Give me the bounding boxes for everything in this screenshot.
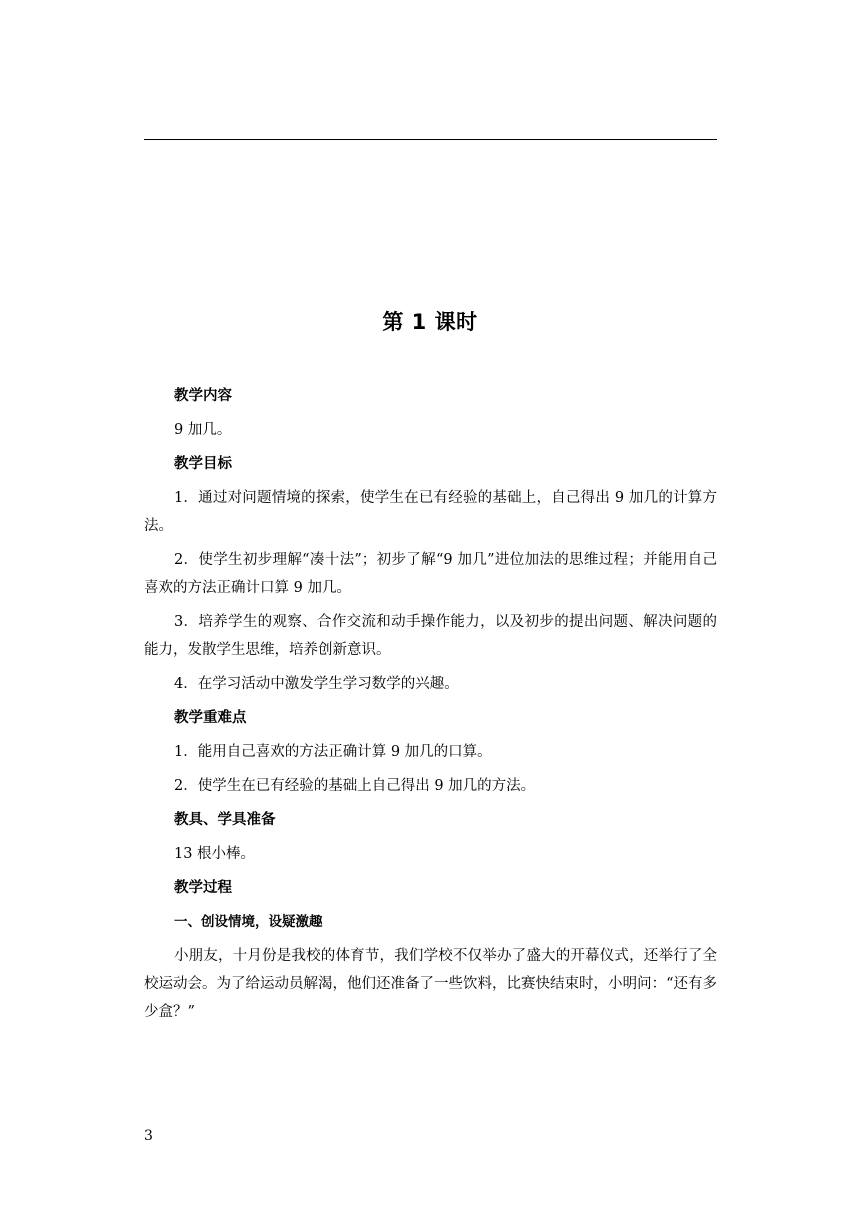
key-point-item: 1．能用自己喜欢的方法正确计算 9 加几的口算。 (174, 744, 492, 760)
objective-item: 3．培养学生的观察、合作交流和动手操作能力，以及初步的提出问题、解决问题的能力，发散学生思维，培养创新意识。 (144, 614, 717, 658)
key-point-item: 2．使学生在已有经验的基础上自己得出 9 加几的方法。 (174, 778, 536, 794)
page-number: 3 (144, 1128, 153, 1144)
objective-item: 4．在学习活动中激发学生学习数学的兴趣。 (174, 676, 459, 692)
objective-item: 2．使学生初步理解“凑十法”；初步了解“9 加几”进位加法的思维过程；并能用自己喜欢的方法正确计口算 9 加几。 (144, 552, 717, 596)
section-heading-materials: 教具、学具准备 (174, 812, 276, 828)
content-text: 9 加几。 (174, 422, 232, 438)
process-paragraph: 小朋友，十月份是我校的体育节，我们学校不仅举办了盛大的开幕仪式，还举行了全校运动会。为了给运动员解渴，他们还准备了一些饮料，比赛快结束时，小明问：“还有多少盒？” (144, 948, 717, 1020)
materials-text: 13 根小棒。 (174, 846, 256, 862)
subsection-heading: 一、创设情境，设疑激趣 (174, 914, 323, 930)
objective-item: 1．通过对问题情境的探索，使学生在已有经验的基础上，自己得出 9 加几的计算方法。 (144, 490, 717, 534)
section-heading-content: 教学内容 (174, 388, 232, 404)
page-title: 第 1 课时 (382, 310, 478, 334)
document-body (144, 382, 717, 1032)
section-heading-objectives: 教学目标 (174, 456, 232, 472)
section-heading-key-points: 教学重难点 (174, 710, 247, 726)
section-heading-process: 教学过程 (174, 880, 232, 896)
header-rule (144, 139, 717, 140)
